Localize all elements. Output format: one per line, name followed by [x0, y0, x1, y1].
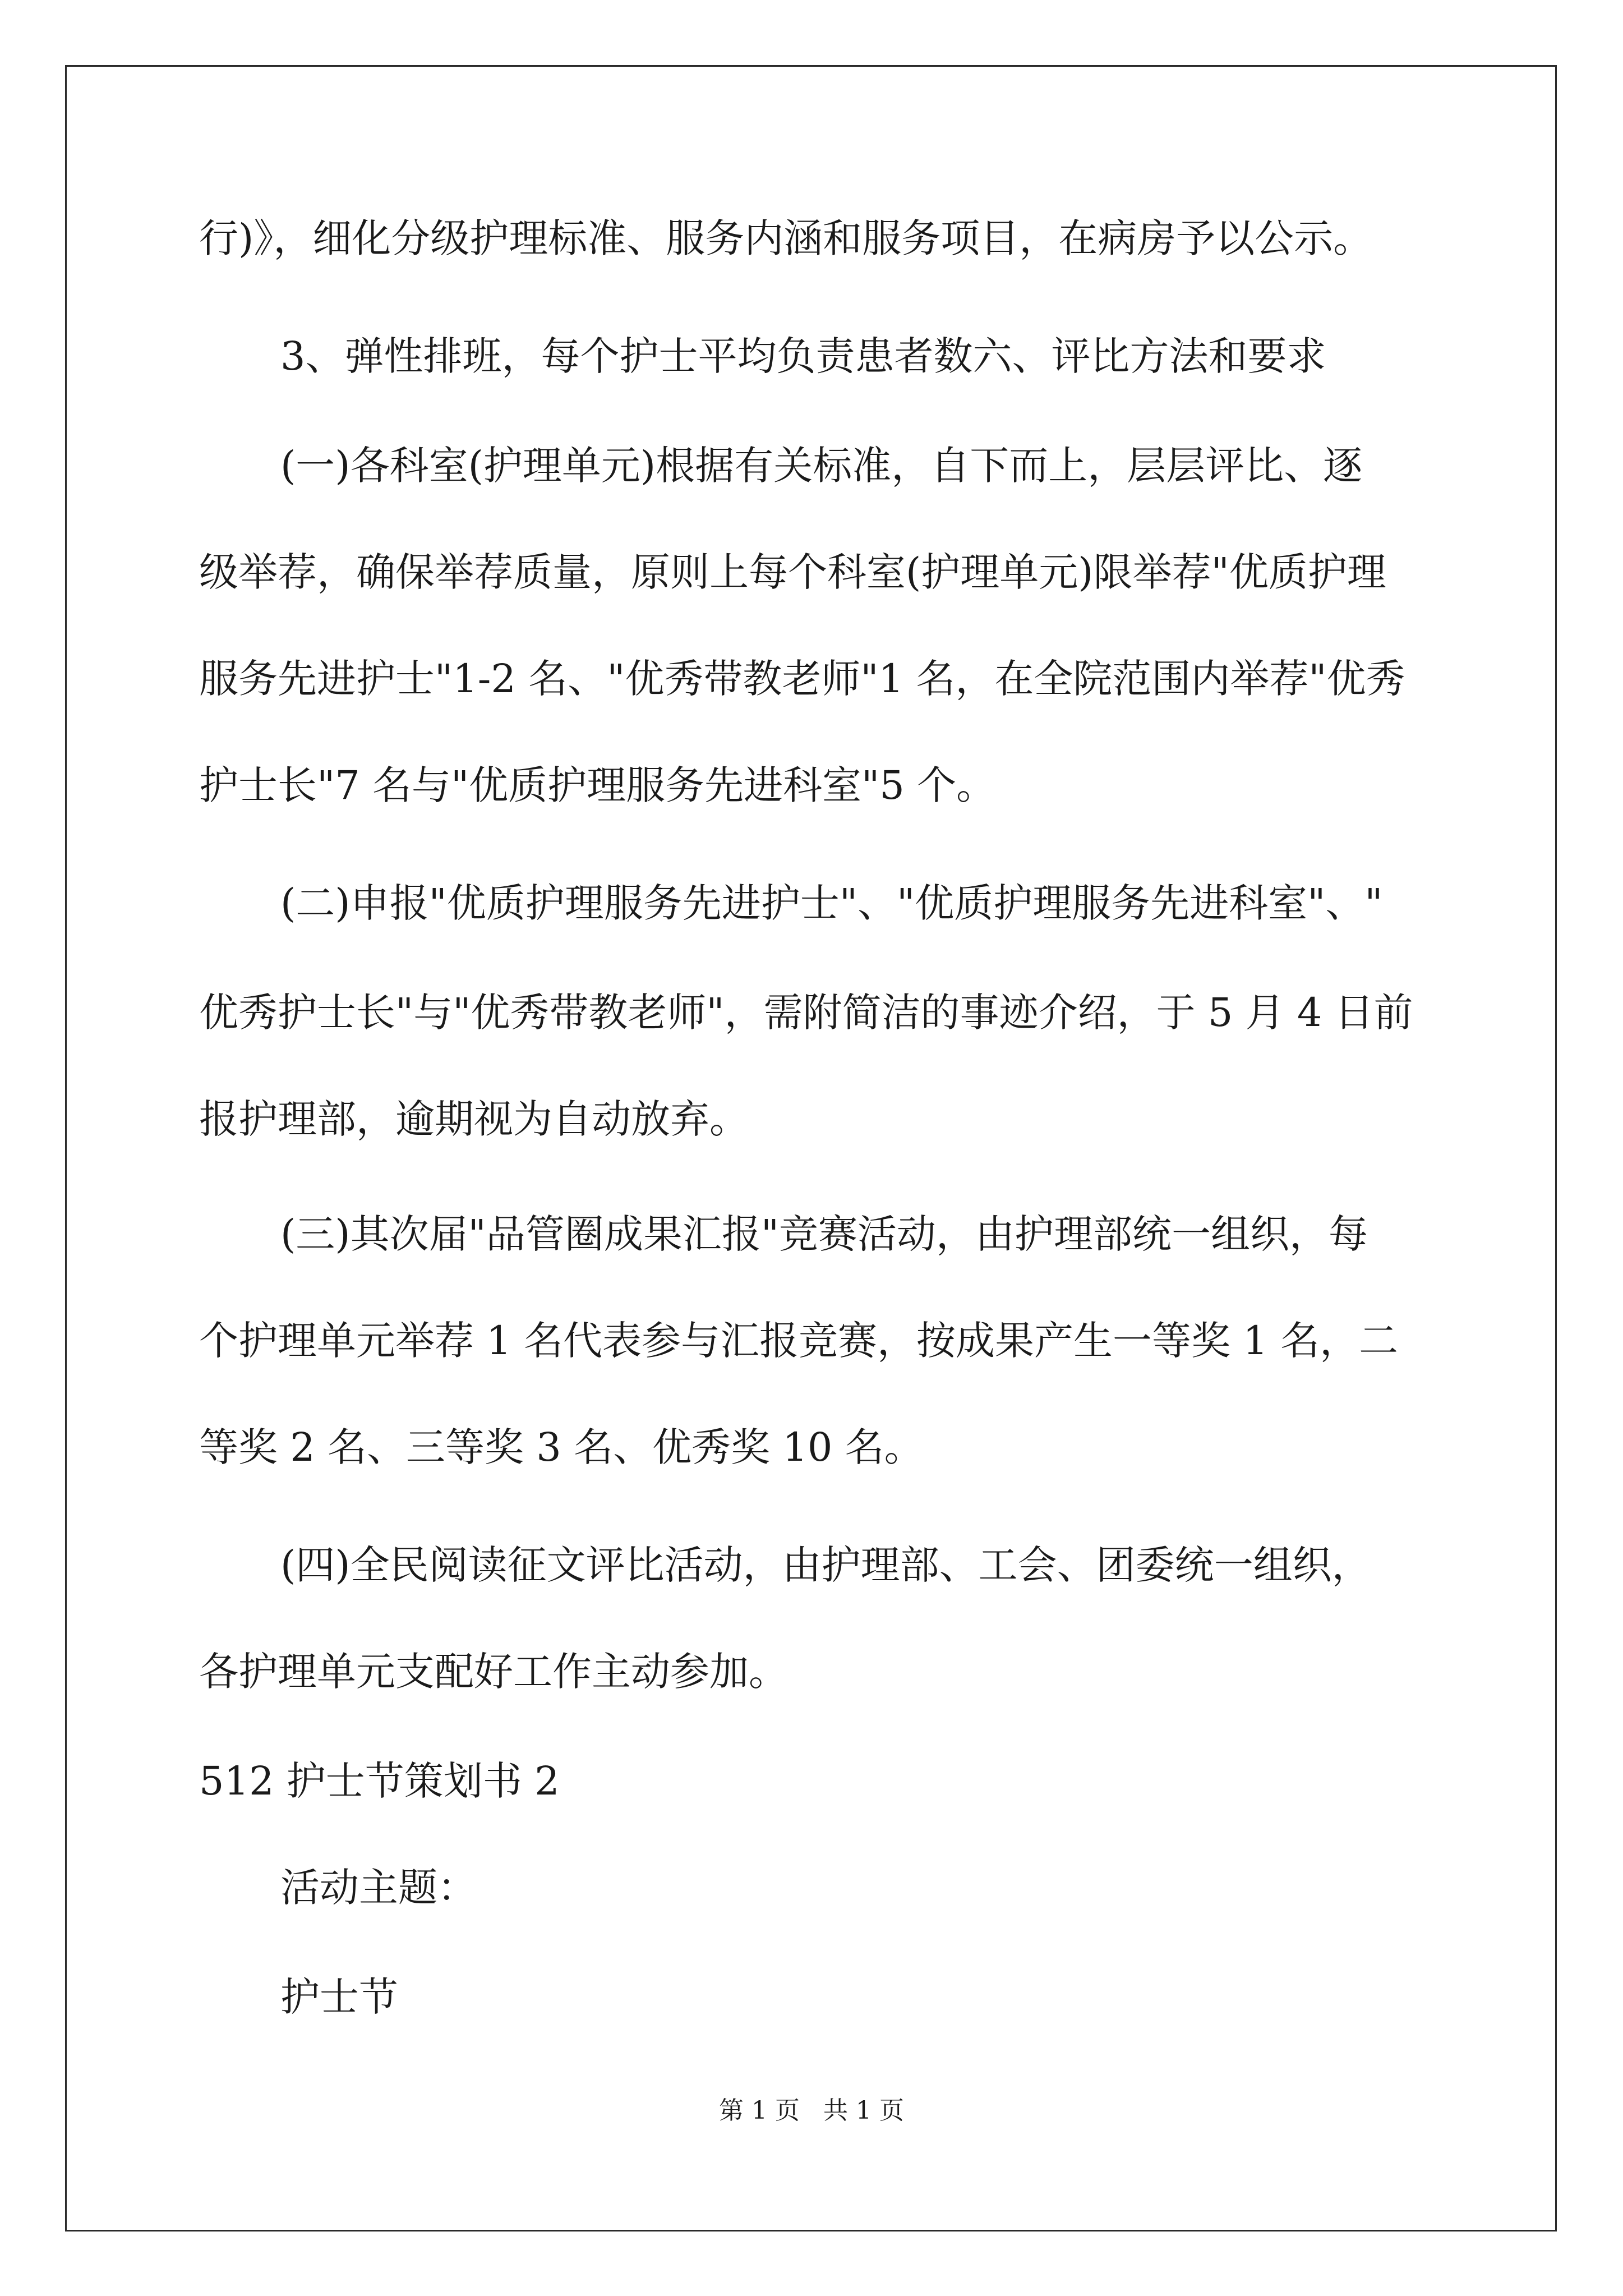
section-heading: 512 护士节策划书 2 [199, 1758, 560, 1804]
text-line-2: 3、弹性排班，每个护士平均负责患者数六、评比方法和要求 [280, 333, 1326, 379]
text-line-8: 优秀护士长"与"优秀带教老师"，需附简洁的事迹介绍，于 5 月 4 日前 [199, 990, 1413, 1036]
text-line-16: 活动主题： [280, 1865, 477, 1911]
text-line-5: 服务先进护士"1-2 名、"优秀带教老师"1 名，在全院范围内举荐"优秀 [199, 656, 1405, 702]
text-line-9: 报护理部，逾期视为自动放弃。 [199, 1096, 749, 1142]
text-line-3: (一)各科室(护理单元)根据有关标准，自下而上，层层评比、逐 [280, 443, 1363, 489]
text-line-7: (二)申报"优质护理服务先进护士"、"优质护理服务先进科室"、" [280, 880, 1383, 926]
text-line-14: 各护理单元支配好工作主动参加。 [199, 1649, 788, 1695]
text-line-11: 个护理单元举荐 1 名代表参与汇报竞赛，按成果产生一等奖 1 名，二 [199, 1318, 1399, 1364]
text-line-13: (四)全民阅读征文评比活动，由护理部、工会、团委统一组织， [280, 1542, 1371, 1588]
text-line-17: 护士节 [280, 1974, 398, 2020]
text-line-4: 级举荐，确保举荐质量，原则上每个科室(护理单元)限举荐"优质护理 [199, 549, 1386, 595]
text-line-1: 行)》，细化分级护理标准、服务内涵和服务项目，在病房予以公示。 [199, 215, 1373, 261]
text-line-6: 护士长"7 名与"优质护理服务先进科室"5 个。 [199, 762, 996, 808]
text-line-10: (三)其次届"品管圈成果汇报"竞赛活动，由护理部统一组织，每 [280, 1211, 1368, 1257]
text-line-12: 等奖 2 名、三等奖 3 名、优秀奖 10 名。 [199, 1424, 924, 1470]
page-footer: 第 1 页 共 1 页 [719, 2096, 904, 2125]
